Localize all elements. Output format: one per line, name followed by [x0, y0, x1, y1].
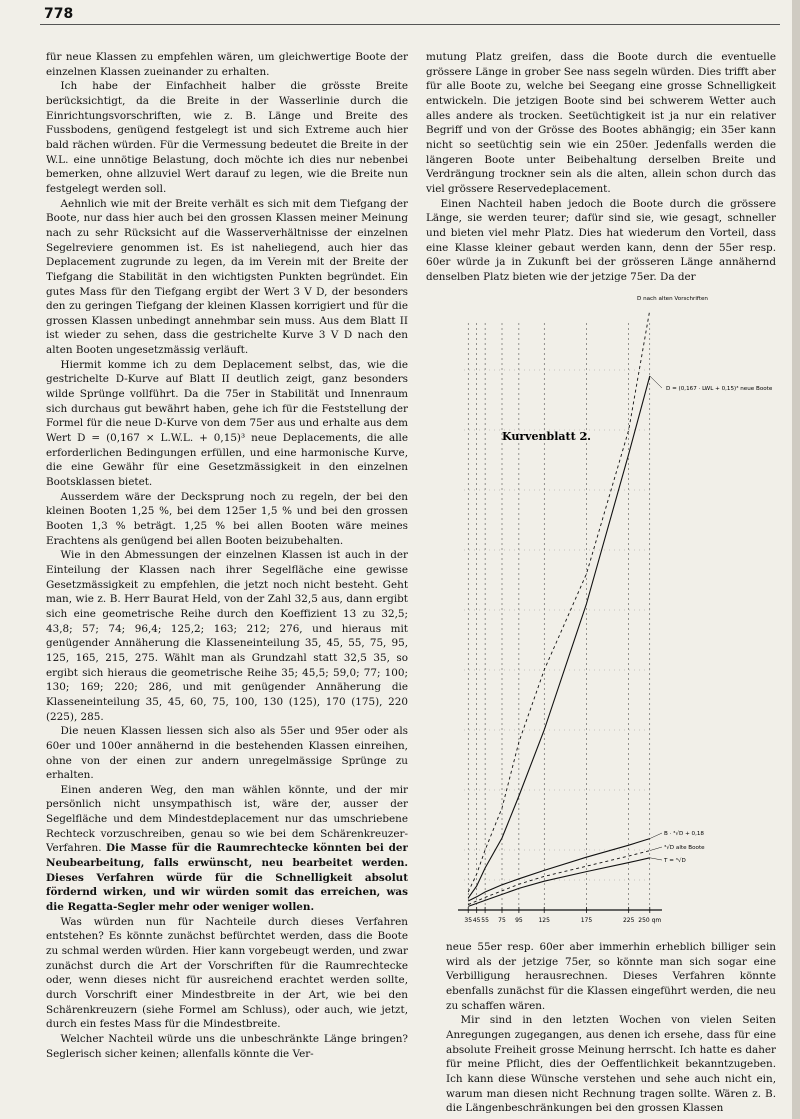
paragraph-text: Einen anderen Weg, den man wählen könnte, und der mir persönlich nicht unsympathisch ist, wäre der, ausser der Segelfläche und dem Mindestdeplacement nur das umschriebene Rechteck vorzuschreiben, genau so wie bei dem Schärenkreuzer-Verfahren.: [46, 783, 408, 855]
paragraph-bold-text: Die Masse für die Raumrechtecke könnten bei der Neubearbeitung, falls erwünscht, neu bearbeitet werden. Dieses Verfahren würde für die Schnelligkeit absolut fördernd wirken, und wir würden somit das erreichen, was die Regatta-Segler mehr oder weniger wollen.: [46, 842, 408, 914]
paragraph: [46, 50, 408, 79]
paragraph: [426, 197, 776, 285]
paragraph-text: Aehnlich wie mit der Breite verhält es sich mit dem Tiefgang der Boote, nur dass hier auch bei den grossen Klassen meiner Meinung nach zu sehr Rücksicht auf die Wasserverhältnisse der einzelnen Segelreviere genommen ist. Es ist naheliegend, auch hier das Deplacement zugrunde zu legen, da im Verein mit der Breite der Tiefgang die Stabilität in den wichtigsten Punkten begründet. Ein gutes Mass für den Tiefgang ergibt der Wert 3 V D, der besonders den zu geringen Tiefgang der kleinen Klassen korrigiert und für die grossen Klassen unbedingt annehmbar sein muss. Aus dem Blatt II ist wieder zu sehen, dass die gestrichelte Kurve 3 V D nach den alten Booten ungesetzmässig verläuft.: [46, 197, 408, 357]
chart-annotation: ³√D alte Boote: [664, 845, 705, 851]
x-tick-label: 175: [580, 917, 593, 924]
paragraph-text: Welcher Nachteil würde uns die unbeschränkte Länge bringen? Seglerisch sicher keinen; allenfalls könnte die Ver-: [46, 1032, 408, 1060]
annotation-leader: [650, 847, 662, 851]
series-line: [468, 310, 650, 892]
paragraph: [46, 197, 408, 358]
x-tick-label: 75: [498, 917, 506, 924]
x-tick-label: 250 qm: [638, 917, 662, 924]
page-edge-shadow: [792, 0, 800, 1119]
paragraph: [46, 915, 408, 1032]
paragraph-text: mutung Platz greifen, dass die Boote durch die eventuelle grössere Länge in grober See nass segeln würden. Dies trifft aber für alle Boote zu, welche bei Seegang eine grosse Schnelligkeit entwickeln. Die jetzigen Boote sind bei schwerem Wetter auch alles andere als trocken. Seetüchtigkeit ist ja nur ein relativer Begriff und von der Grösse des Bootes abhängig; ein 35er kann nicht so seetüchtig sein wie ein 250er. Jedenfalls werden die längeren Boote unter Beibehaltung derselben Breite und Verdrängung trockner sein als die alten, allein schon durch das viel grössere Reservedeplacement.: [426, 51, 776, 195]
chart-annotation: T = ³√D: [664, 858, 686, 864]
paragraph-text: Einen Nachteil haben jedoch die Boote durch die grössere Länge, sie werden teurer; dafür sind sie, wie gesagt, schneller und bieten viel mehr Platz. Dies hat wiederum den Vorteil, dass eine Klasse kleiner gebaut werden kann, denn der 55er resp. 60er würde ja in Zukunft bei der grösseren Länge annähernd denselben Platz bieten wie der jetzige 75er. Da der: [426, 197, 776, 283]
paragraph-text: Die neuen Klassen liessen sich also als 55er und 95er oder als 60er und 100er annähernd in die bestehenden Klassen einreihen, ohne von der einen zur andern unregelmässige Sprünge zu erhalten.: [46, 725, 408, 782]
annotation-leader: [650, 858, 662, 860]
right-text-column-top: [426, 50, 776, 288]
chart-annotation: D = (0,167 · LWL + 0,15)³ neue Boote: [666, 386, 773, 392]
chart-svg: [432, 290, 792, 940]
x-tick-label: 35: [464, 917, 473, 924]
annotation-leader: [650, 833, 662, 839]
x-tick-label: 55: [481, 917, 489, 924]
paragraph-text: Ausserdem wäre der Decksprung noch zu regeln, der bei den kleinen Booten 1,25 %, bei dem 125er 1,5 % und bei den grossen Booten 1,3 % beträgt. 1,25 % bei allen Booten wäre meines Erachtens als genügend bei allen Booten beizubehalten.: [46, 490, 408, 547]
x-tick-label: 125: [538, 917, 550, 924]
paragraph: [46, 724, 408, 783]
paragraph-text: Mir sind in den letzten Wochen von vielen Seiten Anregungen zugegangen, aus denen ich ersehe, dass für eine absolute Freiheit grosse Meinung herrscht. Ich hatte es daher für meine Pflicht, dies der Oeffentlichkeit bekanntzugeben. Ich kann diese Wünsche verstehen und sehe auch nicht ein, warum man diesen nicht Rechnung tragen sollte. Wären z. B. die Längenbeschränkungen bei den grossen Klassen: [446, 1014, 776, 1115]
paragraph: [46, 358, 408, 490]
paragraph-text: neue 55er resp. 60er aber immerhin erheblich billiger sein wird als der jetzige 75er, so könnte man sich sogar eine Verbilligung herausrechnen. Dieses Verfahren könnte ebenfalls zunächst für die Klassen eingeführt werden, die neu zu schaffen wären.: [446, 941, 776, 1012]
paragraph-text: Was würden nun für Nachteile durch dieses Verfahren entstehen? Es könnte zunächst befürchtet werden, dass die Boote zu schmal werden würden. Hier kann vorgebeugt werden, und zwar zunächst durch die Art der Vorschriften für die Raumrechtecke oder, wenn dieses nicht für ausreichend erachtet werden sollte, durch Vorschrift einer Mindestbreite in der Art, wie bei den Schärenkreuzern (siehe Formel am Schluss), oder auch, wie jetzt, durch ein festes Mass für die Mindestbreite.: [46, 915, 408, 1031]
chart-annotation: D nach alten Vorschriften: [637, 296, 708, 302]
left-text-column: [46, 50, 408, 1115]
series-line: [468, 858, 650, 907]
paragraph-text: Hiermit komme ich zu dem Deplacement selbst, das, wie die gestrichelte D-Kurve auf Blatt II deutlich zeigt, ganz besonders wilde Sprünge vollführt. Da die 75er in Stabilität und Innenraum sich durchaus gut bewährt haben, gehe ich für die Feststellung der Formel für die neue D-Kurve von dem 75er aus und erhalte aus dem Wert D = (0,167 × L.W.L. + 0,15)³ neue Deplacements, die alle erforderlichen Bedingungen erfüllen, und eine harmonische Kurve, die eine Gewähr für eine Gesetzmässigkeit in den einzelnen Bootsklassen bietet.: [46, 358, 408, 489]
page-number: 778: [44, 6, 74, 22]
paragraph: [46, 783, 408, 915]
paragraph: [46, 79, 408, 196]
series-line: [468, 839, 650, 901]
right-text-column-bottom: [446, 940, 776, 1116]
paragraph: [446, 1013, 776, 1116]
paragraph-text: Ich habe der Einfachheit halber die grösste Breite berücksichtigt, da die Breite in der Wasserlinie durch die Einrichtungsvorschriften, wie z. B. Länge und Breite des Fussbodens, genügend festgelegt ist und sich Extreme auch hier bald rächen würden. Für die Vermessung bedeutet die Breite in der W.L. eine unnötige Belastung, doch möchte ich dies nur nebenbei bemerken, ohne allzuviel Wert darauf zu legen, wie die Breite nun festgelegt werden soll.: [46, 80, 408, 195]
paragraph: [46, 1032, 408, 1061]
paragraph-text: für neue Klassen zu empfehlen wären, um gleichwertige Boote der einzelnen Klassen zueinander zu erhalten.: [46, 51, 408, 78]
paragraph: [46, 490, 408, 549]
paragraph: [46, 548, 408, 724]
x-tick-label: 95: [515, 917, 523, 924]
header-rule: [40, 24, 780, 25]
chart-annotation: B · ³√D + 0,18: [664, 831, 704, 837]
paragraph: [426, 50, 776, 197]
paragraph: [446, 940, 776, 1013]
x-tick-label: 45: [472, 917, 481, 924]
paragraph-text: Wie in den Abmessungen der einzelnen Klassen ist auch in der Einteilung der Klassen nach ihrer Segelfläche eine gewisse Gesetzmässigkeit zu empfehlen, die jetzt noch nicht besteht. Geht man, wie z. B. Herr Baurat Held, von der Zahl 32,5 aus, dann ergibt sich eine geometrische Reihe durch den Koeffizient 13 zu 32,5; 43,8; 57; 74; 96,4; 125,2; 163; 212; 276, und hieraus mit genügender Annäherung die Klasseneinteilung 35, 45, 55, 75, 95, 125, 165, 215, 275. Wählt man als Grundzahl statt 32,5 35, so ergibt sich hieraus die geometrische Reihe 35; 45,5; 59,0; 77; 100; 130; 169; 220; 286, und mit genügender Annäherung die Klasseneinteilung 35, 45, 60, 75, 100, 130 (125), 170 (175), 220 (225), 285.: [46, 549, 408, 723]
annotation-leader: [650, 376, 662, 388]
chart-title: Kurvenblatt 2.: [502, 430, 591, 443]
curve-chart: [432, 290, 792, 940]
x-tick-label: 225: [622, 917, 635, 924]
